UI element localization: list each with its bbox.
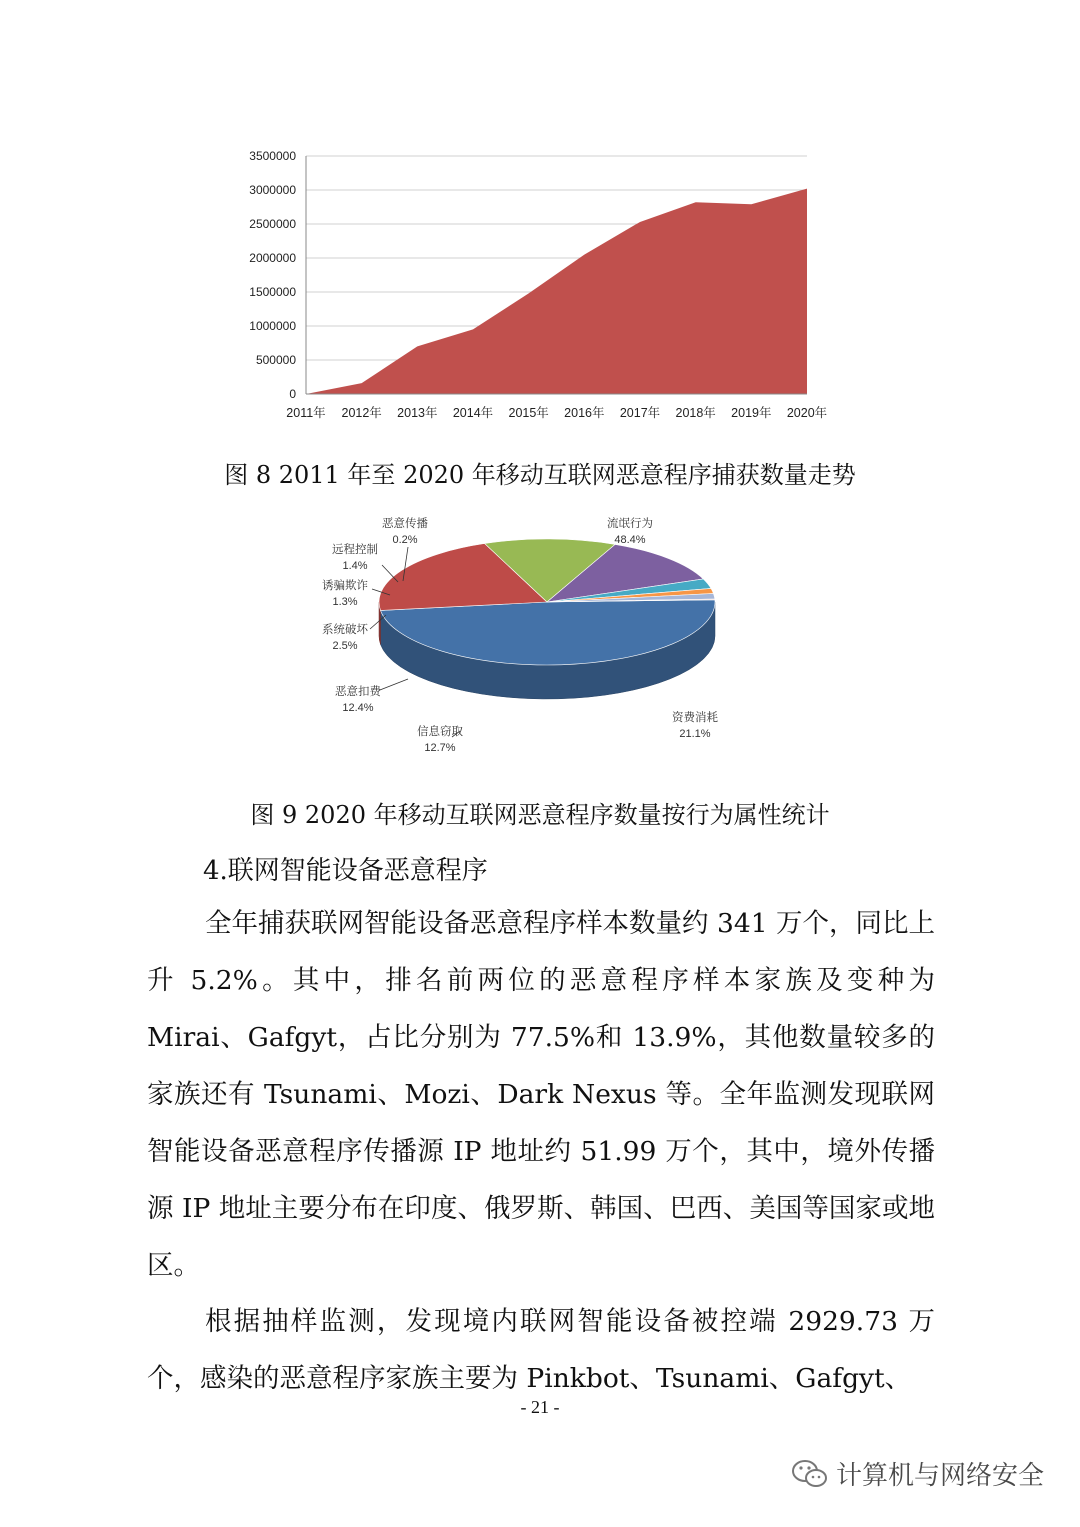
pie-label-name: 系统破坏 — [322, 624, 368, 636]
watermark-text: 计算机与网络安全 — [836, 1461, 1045, 1491]
figure-9-caption: 图 9 2020 年移动互联网恶意程序数量按行为属性统计 — [250, 801, 830, 829]
x-tick-label: 2011年 — [286, 406, 326, 420]
y-tick-label: 0 — [289, 387, 296, 401]
x-tick-label: 2016年 — [564, 406, 605, 420]
y-tick-label: 500000 — [255, 353, 296, 367]
x-tick-label: 2019年 — [731, 406, 772, 420]
paragraph-2: 根据抽样监测，发现境内联网智能设备被控端 2929.73 万个，感染的恶意程序家族主要为 Pinkbot、Tsunami、Gafgyt、 — [147, 1306, 935, 1394]
x-tick-label: 2012年 — [341, 406, 382, 420]
pie-label-value: 48.4% — [614, 534, 646, 546]
pie-label-value: 1.4% — [342, 560, 368, 572]
wechat-icon — [790, 1457, 830, 1491]
y-tick-label: 1500000 — [249, 285, 296, 299]
x-tick-label: 2013年 — [397, 406, 438, 420]
pie-label-value: 1.3% — [332, 596, 358, 608]
y-tick-label: 1000000 — [249, 319, 296, 333]
pie-label-name: 恶意扣费 — [335, 686, 381, 698]
area-series — [306, 189, 807, 394]
x-tick-label: 2014年 — [452, 406, 494, 420]
pie-label-name: 诱骗欺诈 — [322, 580, 368, 592]
pie-label-value: 2.5% — [332, 640, 358, 652]
leader-line — [380, 679, 408, 690]
x-tick-label: 2020年 — [786, 406, 828, 420]
pie-label-name: 流氓行为 — [607, 518, 653, 530]
pie-label-value: 21.1% — [679, 728, 711, 740]
y-tick-label: 2500000 — [249, 217, 296, 231]
y-tick-label: 3000000 — [249, 183, 296, 197]
area-chart-malware-trend — [230, 140, 850, 430]
paragraph-1: 全年捕获联网智能设备恶意程序样本数量约 341 万个，同比上升 5.2%。其中，排名前两位的恶意程序样本家族及变种为 Mirai、Gafgyt，占比分别为 77.5%和 13.9%，其他数量较多的家族还有 Tsunami、Mozi、Dark Nexus 等。全年监测发现联网智能设备恶意程序传播源 IP 地址约 51.99 万个，其中，境外传播源 IP 地址主要分布在印度、俄罗斯、韩国、巴西、美国等国家或地区。 — [147, 908, 935, 1281]
y-tick-label: 2000000 — [249, 251, 296, 265]
pie-label-value: 12.7% — [424, 742, 456, 754]
pie-chart-behavior-stats — [300, 505, 760, 765]
watermark — [790, 1455, 1044, 1492]
pie-label-value: 0.2% — [392, 534, 418, 546]
pie-label-name: 信息窃取 — [417, 726, 463, 738]
x-tick-label: 2018年 — [675, 406, 716, 420]
pie-label-name: 资费消耗 — [672, 712, 718, 724]
figure-8-caption: 图 8 2011 年至 2020 年移动互联网恶意程序捕获数量走势 — [224, 461, 856, 489]
y-tick-label: 3500000 — [249, 149, 296, 163]
pie-label-name: 远程控制 — [332, 544, 378, 556]
pie-label-name: 恶意传播 — [382, 518, 428, 530]
section-heading: 4.联网智能设备恶意程序 — [203, 856, 488, 886]
x-tick-label: 2017年 — [619, 406, 661, 420]
x-tick-label: 2015年 — [508, 406, 549, 420]
page-number: - 21 - — [520, 1397, 560, 1417]
pie-label-value: 12.4% — [342, 702, 374, 714]
